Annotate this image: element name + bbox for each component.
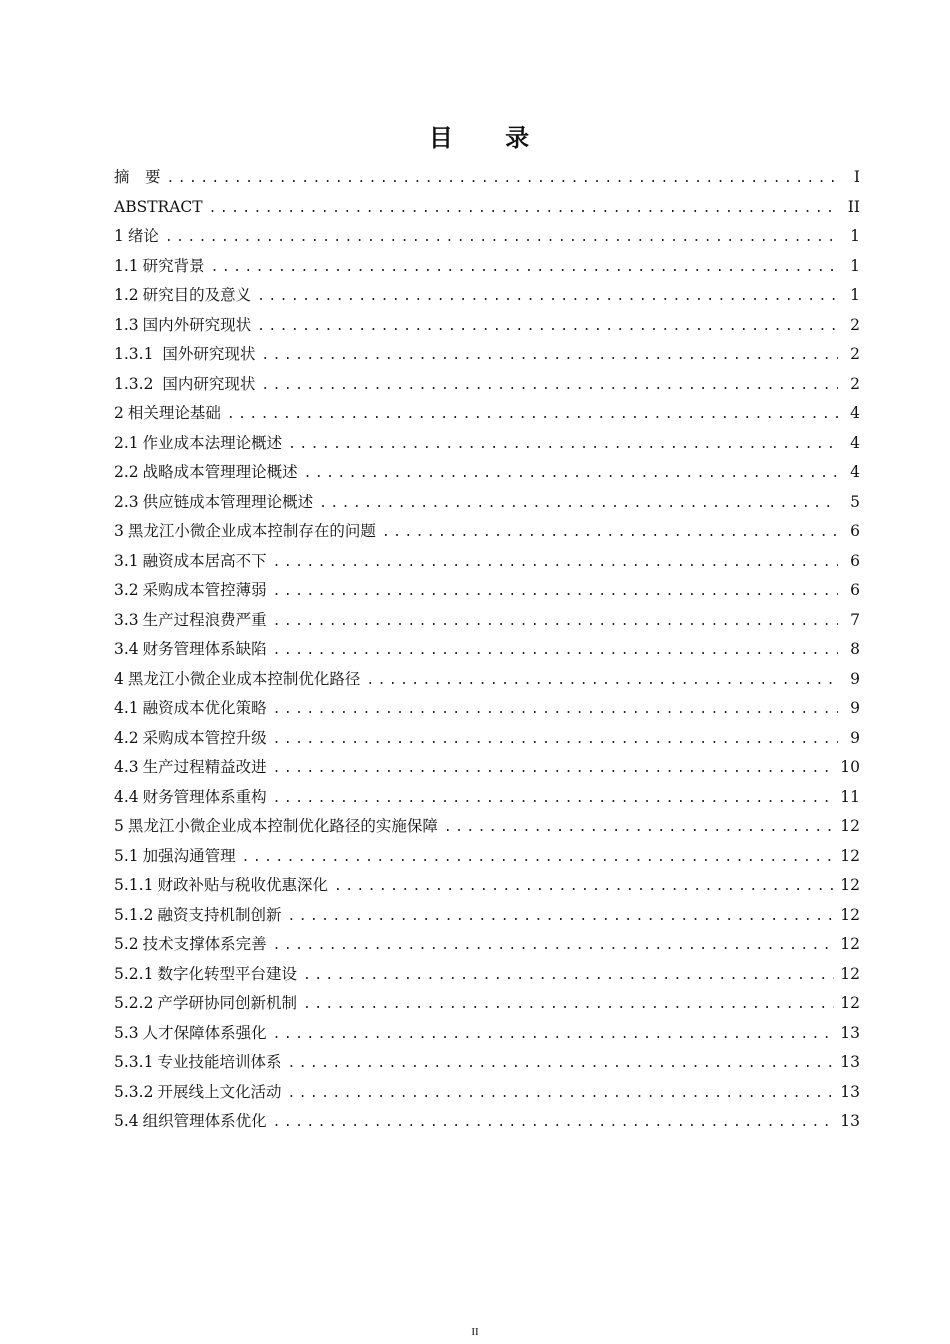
- toc-entry-label: [114, 960, 303, 990]
- toc-entry[interactable]: [114, 960, 860, 990]
- toc-entry-number: 2.3: [114, 492, 139, 511]
- toc-leader-dots: [304, 459, 838, 489]
- toc-entry-number: 5.3.1: [114, 1053, 154, 1071]
- toc-entry[interactable]: [114, 901, 860, 931]
- toc-entry-label: [114, 812, 444, 842]
- toc-entry[interactable]: [114, 488, 860, 518]
- toc-entry-number: 4: [114, 669, 124, 688]
- toc-leader-dots: [261, 341, 838, 371]
- toc-entry-number: 3.1: [114, 551, 139, 570]
- toc-entry-page: 7: [850, 610, 860, 629]
- toc-entry[interactable]: [114, 311, 860, 341]
- toc-entry-text: 融资成本优化策略: [142, 699, 267, 717]
- toc-entry-number: 5.4: [114, 1112, 139, 1130]
- toc-entry-text: 研究目的及意义: [142, 286, 252, 304]
- toc-leader-dots: [303, 961, 834, 991]
- toc-entry-page: 4: [850, 404, 860, 422]
- toc-entry-page: 1: [850, 227, 860, 245]
- toc-entry-text: 生产过程浪费严重: [142, 610, 267, 629]
- toc-leader-dots: [273, 1020, 835, 1050]
- toc-entry[interactable]: [114, 812, 860, 842]
- toc-entry-text: 国内研究现状: [157, 374, 256, 393]
- toc-entry-number: 3.2: [114, 581, 139, 599]
- toc-leader-dots: [334, 872, 834, 902]
- toc-entry[interactable]: [114, 399, 860, 429]
- toc-entry[interactable]: [114, 370, 860, 400]
- toc-entry-number: 5.3: [114, 1023, 139, 1042]
- toc-entry-text: 战略成本管理理论概述: [142, 463, 298, 481]
- toc-leader-dots: [242, 843, 835, 873]
- toc-entry[interactable]: [114, 576, 860, 606]
- toc-entry-number: 1: [114, 227, 124, 245]
- toc-entry-page: 4: [850, 433, 860, 452]
- toc-entry-page: 9: [850, 728, 860, 747]
- toc-leader-dots: [303, 990, 834, 1020]
- toc-entry-text: 财务管理体系缺陷: [142, 640, 267, 658]
- toc-entry[interactable]: [114, 1048, 860, 1078]
- toc-entry-page: 8: [850, 640, 860, 658]
- toc-entry-text: 黑龙江小微企业成本控制优化路径: [127, 669, 361, 688]
- toc-entry-page: 13: [840, 1082, 860, 1101]
- toc-entry-text: 财务管理体系重构: [142, 787, 267, 806]
- toc-leader-dots: [288, 430, 838, 460]
- toc-entry-label: [114, 783, 273, 813]
- toc-entry-page: 6: [850, 551, 860, 570]
- toc-entry-text: 摘 要: [114, 168, 161, 186]
- toc-entry-number: 1.3.2: [114, 374, 154, 393]
- toc-entry-number: 5.2.1: [114, 964, 154, 983]
- table-of-contents: [114, 163, 860, 1137]
- toc-entry[interactable]: [114, 429, 860, 459]
- toc-entry-page: 13: [840, 1023, 860, 1042]
- toc-entry-number: 5: [114, 817, 124, 835]
- toc-leader-dots: [366, 666, 838, 696]
- toc-entry-label: [114, 370, 261, 400]
- toc-leader-dots: [165, 223, 838, 253]
- toc-entry-number: 2.1: [114, 433, 139, 452]
- toc-entry[interactable]: [114, 1019, 860, 1049]
- toc-entry-number: 5.1: [114, 846, 139, 865]
- toc-entry-page: 1: [850, 256, 860, 275]
- toc-entry-label: [114, 488, 319, 518]
- toc-leader-dots: [287, 1079, 834, 1109]
- toc-entry[interactable]: [114, 842, 860, 872]
- toc-entry-number: 4.4: [114, 787, 139, 806]
- toc-title: 目 录: [428, 124, 552, 152]
- toc-leader-dots: [211, 253, 838, 283]
- toc-entry-label: [114, 930, 273, 960]
- toc-entry[interactable]: [114, 724, 860, 754]
- toc-entry-text: 黑龙江小微企业成本控制存在的问题: [127, 522, 376, 540]
- toc-entry[interactable]: [114, 252, 860, 282]
- toc-leader-dots: [261, 371, 838, 401]
- toc-entry-number: 4.1: [114, 699, 139, 717]
- toc-entry-number: 5.3.2: [114, 1082, 154, 1101]
- toc-entry-label: [114, 517, 382, 547]
- toc-entry[interactable]: [114, 1078, 860, 1108]
- toc-entry-label: [114, 635, 273, 665]
- toc-entry-page: 12: [840, 994, 860, 1012]
- toc-entry-text: 融资成本居高不下: [142, 551, 267, 570]
- toc-entry-number: 2: [114, 404, 124, 422]
- toc-entry-label: [114, 222, 165, 252]
- toc-entry-page: 9: [850, 669, 860, 688]
- toc-entry-number: 5.2.2: [114, 994, 154, 1012]
- toc-entry-text: 相关理论基础: [127, 404, 221, 422]
- toc-entry-label: [114, 724, 273, 754]
- toc-entry-text: 研究背景: [142, 256, 205, 275]
- toc-entry[interactable]: [114, 753, 860, 783]
- toc-entry-text: 供应链成本管理理论概述: [142, 492, 314, 511]
- toc-leader-dots: [167, 164, 838, 194]
- toc-entry-page: II: [847, 197, 860, 216]
- toc-leader-dots: [273, 636, 838, 666]
- toc-entry[interactable]: [114, 517, 860, 547]
- toc-entry-label: [114, 547, 273, 577]
- toc-entry-page: 12: [840, 817, 860, 835]
- toc-entry[interactable]: [114, 871, 860, 901]
- toc-entry-label: [114, 694, 273, 724]
- toc-entry-text: 国外研究现状: [157, 345, 256, 363]
- toc-entry-page: I: [853, 168, 860, 186]
- toc-entry-page: 4: [850, 463, 860, 481]
- toc-entry-text: 采购成本管控升级: [142, 728, 267, 747]
- toc-entry-text: 开展线上文化活动: [157, 1082, 282, 1101]
- toc-entry-text: 组织管理体系优化: [142, 1112, 267, 1130]
- toc-leader-dots: [273, 695, 838, 725]
- toc-leader-dots: [273, 607, 838, 637]
- toc-entry-label: [114, 458, 304, 488]
- toc-entry[interactable]: [114, 340, 860, 370]
- toc-entry-text: 黑龙江小微企业成本控制优化路径的实施保障: [127, 817, 438, 835]
- toc-entry-label: [114, 429, 288, 459]
- toc-entry-text: 加强沟通管理: [142, 846, 236, 865]
- toc-entry-text: 融资支持机制创新: [157, 905, 282, 924]
- toc-entry[interactable]: [114, 783, 860, 813]
- toc-entry-page: 12: [840, 935, 860, 953]
- toc-leader-dots: [209, 194, 838, 224]
- toc-entry-number: 1.3.1: [114, 345, 154, 363]
- toc-entry[interactable]: [114, 547, 860, 577]
- toc-entry-label: [114, 665, 366, 695]
- toc-entry-number: 1.1: [114, 256, 139, 275]
- toc-leader-dots: [273, 754, 835, 784]
- toc-entry-number: 1.2: [114, 286, 139, 304]
- toc-entry[interactable]: [114, 930, 860, 960]
- toc-entry-page: 6: [850, 522, 860, 540]
- toc-entry-text: ABSTRACT: [114, 197, 203, 216]
- toc-entry-number: 4.3: [114, 758, 139, 776]
- toc-entry-label: [114, 1107, 273, 1137]
- toc-entry-label: [114, 193, 209, 223]
- toc-entry-page: 5: [850, 492, 860, 511]
- toc-entry-label: [114, 606, 273, 636]
- toc-entry-text: 采购成本管控薄弱: [142, 581, 267, 599]
- toc-leader-dots: [273, 784, 835, 814]
- toc-entry-text: 作业成本法理论概述: [142, 433, 283, 452]
- toc-entry-page: 12: [840, 905, 860, 924]
- toc-leader-dots: [319, 489, 838, 519]
- toc-entry-label: [114, 1048, 287, 1078]
- toc-entry-page: 12: [840, 964, 860, 983]
- toc-leader-dots: [382, 518, 838, 548]
- toc-entry-text: 国内外研究现状: [142, 315, 252, 334]
- toc-entry-number: 3: [114, 522, 124, 540]
- toc-leader-dots: [273, 548, 838, 578]
- toc-entry[interactable]: [114, 665, 860, 695]
- toc-leader-dots: [273, 1108, 835, 1138]
- toc-entry[interactable]: [114, 458, 860, 488]
- toc-entry-page: 12: [840, 846, 860, 865]
- toc-entry-number: 5.1.2: [114, 905, 154, 924]
- toc-entry-label: [114, 753, 273, 783]
- toc-entry-page: 2: [850, 374, 860, 393]
- toc-entry-number: 1.3: [114, 315, 139, 334]
- toc-entry-label: [114, 252, 211, 282]
- toc-entry-text: 绪论: [127, 227, 159, 245]
- toc-entry-text: 数字化转型平台建设: [157, 964, 297, 983]
- toc-entry-text: 人才保障体系强化: [142, 1023, 267, 1042]
- toc-entry[interactable]: [114, 281, 860, 311]
- toc-entry-label: [114, 871, 334, 901]
- toc-entry-label: [114, 1078, 287, 1108]
- toc-entry-text: 专业技能培训体系: [157, 1053, 282, 1071]
- toc-entry-page: 2: [850, 345, 860, 363]
- toc-entry-page: 10: [840, 758, 860, 776]
- toc-entry-text: 技术支撑体系完善: [142, 935, 267, 953]
- toc-entry-number: 5.1.1: [114, 876, 154, 894]
- toc-entry-page: 9: [850, 699, 860, 717]
- toc-leader-dots: [257, 282, 838, 312]
- toc-entry[interactable]: [114, 606, 860, 636]
- toc-entry-page: 13: [840, 1112, 860, 1130]
- toc-entry-page: 2: [850, 315, 860, 334]
- toc-entry-text: 生产过程精益改进: [142, 758, 267, 776]
- toc-entry[interactable]: [114, 635, 860, 665]
- toc-leader-dots: [287, 902, 834, 932]
- toc-entry-label: [114, 399, 227, 429]
- toc-entry-text: 产学研协同创新机制: [157, 994, 297, 1012]
- toc-leader-dots: [273, 577, 838, 607]
- toc-entry[interactable]: [114, 989, 860, 1019]
- toc-entry-label: [114, 311, 257, 341]
- toc-entry[interactable]: [114, 222, 860, 252]
- toc-entry-number: 3.4: [114, 640, 139, 658]
- toc-entry-number: 3.3: [114, 610, 139, 629]
- toc-entry-page: 11: [840, 787, 860, 806]
- toc-leader-dots: [257, 312, 838, 342]
- toc-entry[interactable]: [114, 694, 860, 724]
- toc-entry-label: [114, 281, 257, 311]
- toc-entry-number: 2.2: [114, 463, 139, 481]
- toc-entry-label: [114, 163, 167, 193]
- toc-entry-label: [114, 340, 261, 370]
- toc-entry-label: [114, 989, 303, 1019]
- toc-entry[interactable]: [114, 1107, 860, 1137]
- toc-entry-page: 1: [850, 286, 860, 304]
- toc-leader-dots: [287, 1049, 834, 1079]
- toc-entry-page: 12: [840, 876, 860, 894]
- toc-entry-page: 6: [850, 581, 860, 599]
- toc-entry-label: [114, 842, 242, 872]
- toc-entry-label: [114, 576, 273, 606]
- toc-leader-dots: [444, 813, 834, 843]
- toc-entry-text: 财政补贴与税收优惠深化: [157, 876, 328, 894]
- toc-entry-label: [114, 901, 287, 931]
- page-number-footer: II: [471, 1326, 479, 1338]
- toc-entry-number: 5.2: [114, 935, 139, 953]
- toc-entry[interactable]: [114, 193, 860, 223]
- toc-leader-dots: [227, 400, 838, 430]
- toc-entry-number: 4.2: [114, 728, 139, 747]
- toc-entry[interactable]: [114, 163, 860, 193]
- toc-entry-page: 13: [840, 1053, 860, 1071]
- toc-leader-dots: [273, 725, 838, 755]
- toc-leader-dots: [273, 931, 835, 961]
- toc-entry-label: [114, 1019, 273, 1049]
